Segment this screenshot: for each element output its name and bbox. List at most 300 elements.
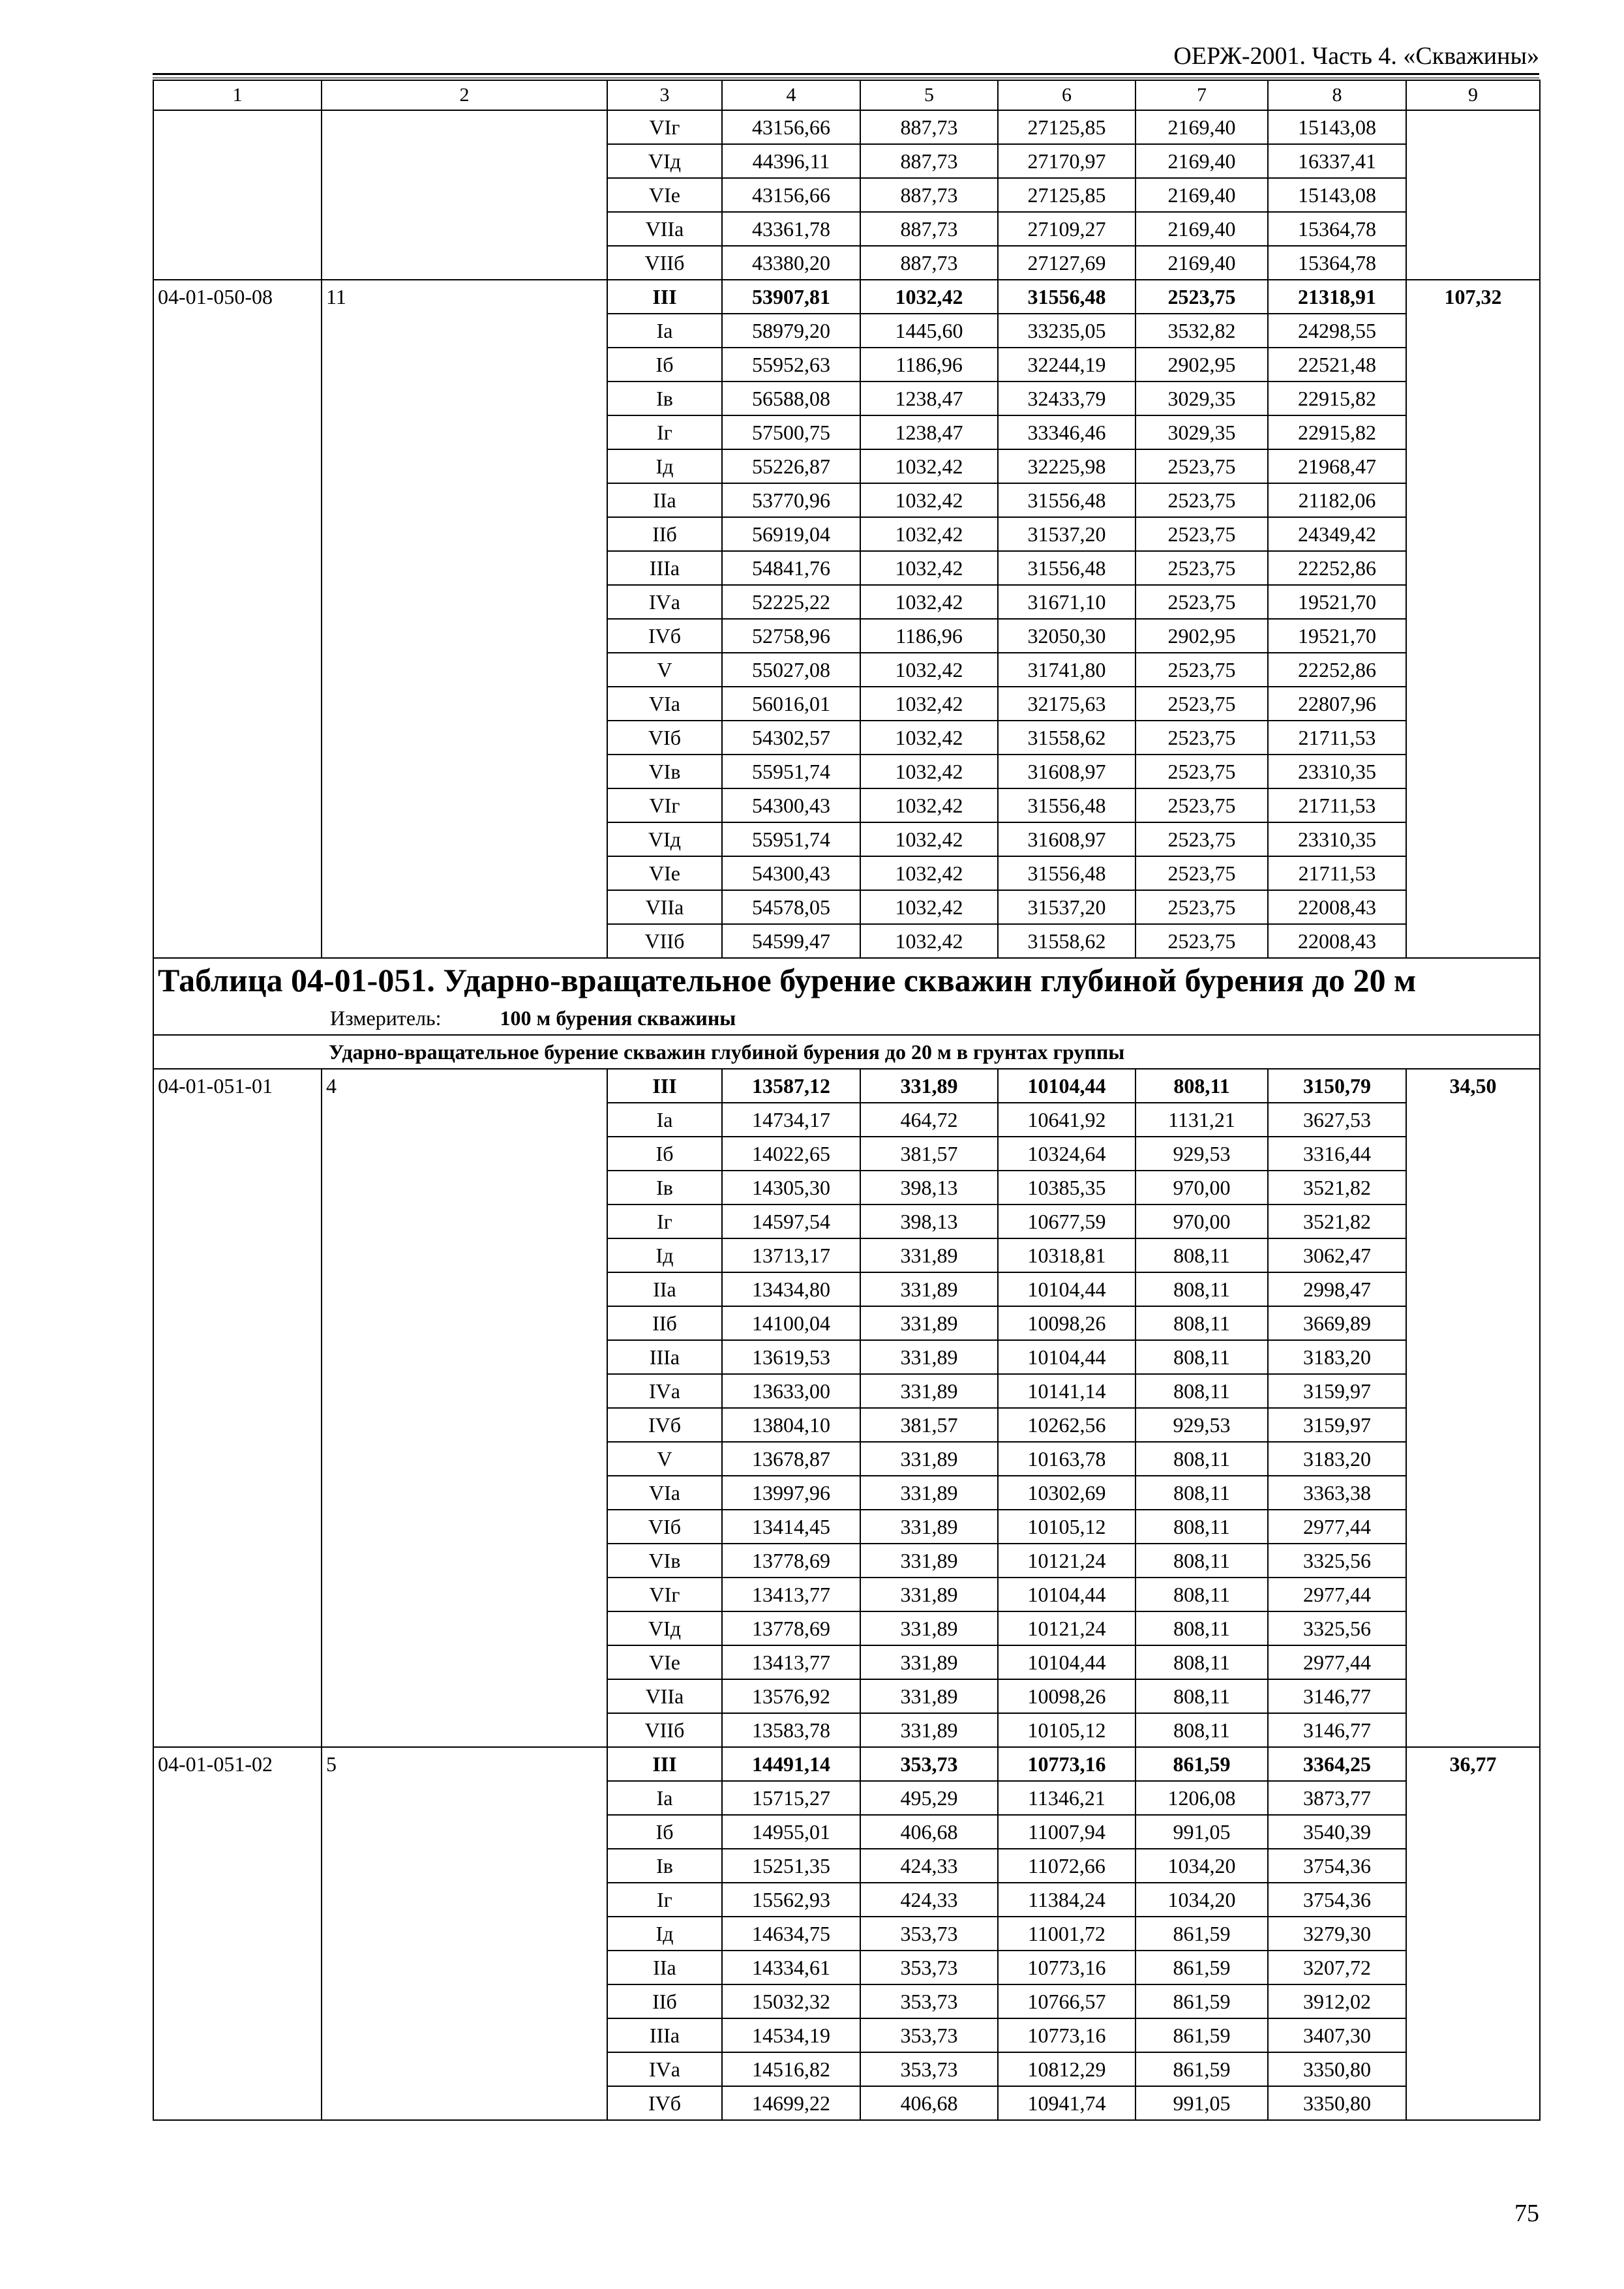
value-cell: 3316,44 — [1268, 1137, 1406, 1171]
soil-group-cell: VIа — [607, 1476, 722, 1510]
value-cell: 808,11 — [1135, 1510, 1268, 1544]
value-cell: 55952,63 — [722, 348, 860, 382]
value-cell: 331,89 — [860, 1510, 998, 1544]
value-cell: 32175,63 — [998, 687, 1135, 721]
value-cell: 56588,08 — [722, 382, 860, 415]
value-cell: 53907,81 — [722, 280, 860, 314]
value-cell: 10773,16 — [998, 2018, 1135, 2052]
value-cell: 22252,86 — [1268, 653, 1406, 687]
value-cell: 2523,75 — [1135, 449, 1268, 483]
value-cell: 13413,77 — [722, 1645, 860, 1679]
value-cell: 31608,97 — [998, 755, 1135, 788]
value-cell: 21318,91 — [1268, 280, 1406, 314]
col9-value-cell: 34,50 — [1406, 1069, 1540, 1747]
value-cell: 21968,47 — [1268, 449, 1406, 483]
value-cell: 10262,56 — [998, 1408, 1135, 1442]
value-cell: 13619,53 — [722, 1340, 860, 1374]
value-cell: 43361,78 — [722, 212, 860, 246]
soil-group-cell: Iв — [607, 1849, 722, 1883]
meter-label: Измеритель: — [330, 1006, 442, 1030]
column-number: 1 — [153, 80, 322, 110]
value-cell: 10941,74 — [998, 2086, 1135, 2120]
value-cell: 32225,98 — [998, 449, 1135, 483]
column-number-row — [153, 80, 1540, 110]
value-cell: 353,73 — [860, 1917, 998, 1951]
value-cell: 27125,85 — [998, 178, 1135, 212]
value-cell: 13713,17 — [722, 1238, 860, 1272]
value-cell: 3062,47 — [1268, 1238, 1406, 1272]
value-cell: 13778,69 — [722, 1611, 860, 1645]
value-cell: 13583,78 — [722, 1713, 860, 1747]
soil-group-cell: VIв — [607, 755, 722, 788]
value-cell: 3279,30 — [1268, 1917, 1406, 1951]
value-cell: 27170,97 — [998, 144, 1135, 178]
value-cell: 495,29 — [860, 1781, 998, 1815]
value-cell: 1032,42 — [860, 585, 998, 619]
value-cell: 2523,75 — [1135, 653, 1268, 687]
table-body — [153, 80, 1540, 2120]
column-number: 9 — [1406, 80, 1540, 110]
value-cell: 10302,69 — [998, 1476, 1135, 1510]
value-cell: 3407,30 — [1268, 2018, 1406, 2052]
value-cell: 2523,75 — [1135, 924, 1268, 958]
value-cell: 31556,48 — [998, 788, 1135, 822]
soil-group-cell: IIIа — [607, 551, 722, 585]
value-cell: 14305,30 — [722, 1171, 860, 1204]
value-cell: 11384,24 — [998, 1883, 1135, 1917]
value-cell: 43156,66 — [722, 178, 860, 212]
value-cell: 53770,96 — [722, 483, 860, 517]
value-cell: 861,59 — [1135, 2018, 1268, 2052]
value-cell: 22008,43 — [1268, 890, 1406, 924]
soil-group-cell: Iб — [607, 348, 722, 382]
value-cell: 27127,69 — [998, 246, 1135, 280]
value-cell: 970,00 — [1135, 1204, 1268, 1238]
value-cell: 11346,21 — [998, 1781, 1135, 1815]
value-cell: 398,13 — [860, 1204, 998, 1238]
value-cell: 2523,75 — [1135, 788, 1268, 822]
value-cell: 55226,87 — [722, 449, 860, 483]
soil-group-cell: V — [607, 653, 722, 687]
soil-group-cell: IIа — [607, 1951, 722, 1984]
value-cell: 808,11 — [1135, 1476, 1268, 1510]
value-cell: 929,53 — [1135, 1408, 1268, 1442]
soil-group-cell: IIIа — [607, 2018, 722, 2052]
soil-group-cell: VIIб — [607, 246, 722, 280]
value-cell: 3207,72 — [1268, 1951, 1406, 1984]
soil-group-cell: IIб — [607, 1984, 722, 2018]
value-cell: 11007,94 — [998, 1815, 1135, 1849]
value-cell: 2523,75 — [1135, 551, 1268, 585]
value-cell: 13804,10 — [722, 1408, 860, 1442]
soil-group-cell: Iд — [607, 449, 722, 483]
value-cell: 381,57 — [860, 1408, 998, 1442]
value-cell: 43156,66 — [722, 110, 860, 144]
value-cell: 2998,47 — [1268, 1272, 1406, 1306]
value-cell: 887,73 — [860, 178, 998, 212]
value-cell: 991,05 — [1135, 2086, 1268, 2120]
value-cell: 3350,80 — [1268, 2086, 1406, 2120]
value-cell: 15715,27 — [722, 1781, 860, 1815]
rate-number-cell: 11 — [322, 280, 607, 958]
value-cell: 54302,57 — [722, 721, 860, 755]
soil-group-cell: IIа — [607, 1272, 722, 1306]
running-header: ОЕРЖ-2001. Часть 4. «Скважины» — [1173, 42, 1539, 70]
soil-group-cell: IVб — [607, 619, 722, 653]
value-cell: 861,59 — [1135, 1984, 1268, 2018]
value-cell: 13434,80 — [722, 1272, 860, 1306]
value-cell: 14634,75 — [722, 1917, 860, 1951]
value-cell: 54300,43 — [722, 856, 860, 890]
soil-group-cell: VIд — [607, 822, 722, 856]
value-cell: 27109,27 — [998, 212, 1135, 246]
meter-cell — [153, 1002, 1540, 1035]
soil-group-cell: VIIа — [607, 1679, 722, 1713]
value-cell: 32244,19 — [998, 348, 1135, 382]
value-cell: 2902,95 — [1135, 348, 1268, 382]
value-cell: 353,73 — [860, 2018, 998, 2052]
value-cell: 3540,39 — [1268, 1815, 1406, 1849]
soil-group-cell: VIг — [607, 110, 722, 144]
soil-group-cell: VIб — [607, 721, 722, 755]
soil-group-cell: IVа — [607, 2052, 722, 2086]
value-cell: 10104,44 — [998, 1272, 1135, 1306]
value-cell: 1032,42 — [860, 449, 998, 483]
value-cell: 31671,10 — [998, 585, 1135, 619]
soil-group-cell: Iв — [607, 1171, 722, 1204]
value-cell: 13997,96 — [722, 1476, 860, 1510]
value-cell: 861,59 — [1135, 1951, 1268, 1984]
value-cell: 21711,53 — [1268, 788, 1406, 822]
value-cell: 31741,80 — [998, 653, 1135, 687]
value-cell: 331,89 — [860, 1578, 998, 1611]
value-cell: 3363,38 — [1268, 1476, 1406, 1510]
value-cell: 10318,81 — [998, 1238, 1135, 1272]
value-cell: 10677,59 — [998, 1204, 1135, 1238]
value-cell: 353,73 — [860, 1747, 998, 1781]
value-cell: 1032,42 — [860, 755, 998, 788]
value-cell: 1032,42 — [860, 822, 998, 856]
value-cell: 3146,77 — [1268, 1713, 1406, 1747]
value-cell: 13576,92 — [722, 1679, 860, 1713]
value-cell: 808,11 — [1135, 1442, 1268, 1476]
value-cell: 1238,47 — [860, 415, 998, 449]
value-cell: 3873,77 — [1268, 1781, 1406, 1815]
value-cell: 15251,35 — [722, 1849, 860, 1883]
value-cell: 808,11 — [1135, 1238, 1268, 1272]
value-cell: 3350,80 — [1268, 2052, 1406, 2086]
column-number: 2 — [322, 80, 607, 110]
value-cell: 1186,96 — [860, 619, 998, 653]
rate-code-cell: 04-01-051-02 — [153, 1747, 322, 2120]
value-cell: 3754,36 — [1268, 1883, 1406, 1917]
value-cell: 1032,42 — [860, 890, 998, 924]
value-cell: 808,11 — [1135, 1713, 1268, 1747]
value-cell: 331,89 — [860, 1442, 998, 1476]
soil-group-cell: VIг — [607, 1578, 722, 1611]
rate-number-cell — [322, 110, 607, 280]
value-cell: 33346,46 — [998, 415, 1135, 449]
value-cell: 10104,44 — [998, 1578, 1135, 1611]
value-cell: 2523,75 — [1135, 687, 1268, 721]
value-cell: 331,89 — [860, 1340, 998, 1374]
value-cell: 21711,53 — [1268, 721, 1406, 755]
value-cell: 3532,82 — [1135, 314, 1268, 348]
soil-group-cell: IVб — [607, 1408, 722, 1442]
column-number: 3 — [607, 80, 722, 110]
value-cell: 861,59 — [1135, 1917, 1268, 1951]
value-cell: 2977,44 — [1268, 1510, 1406, 1544]
value-cell: 14491,14 — [722, 1747, 860, 1781]
value-cell: 13587,12 — [722, 1069, 860, 1103]
table-row — [153, 110, 1540, 144]
value-cell: 10105,12 — [998, 1510, 1135, 1544]
value-cell: 808,11 — [1135, 1544, 1268, 1578]
table-title: Таблица 04-01-051. Ударно-вращательное бурение скважин глубиной бурения до 20 м — [153, 958, 1540, 1002]
value-cell: 52225,22 — [722, 585, 860, 619]
rate-number-cell: 5 — [322, 1747, 607, 2120]
value-cell: 10098,26 — [998, 1306, 1135, 1340]
value-cell: 31537,20 — [998, 890, 1135, 924]
value-cell: 353,73 — [860, 1951, 998, 1984]
value-cell: 1032,42 — [860, 483, 998, 517]
value-cell: 2169,40 — [1135, 212, 1268, 246]
soil-group-cell: IVа — [607, 585, 722, 619]
soil-group-cell: IIIа — [607, 1340, 722, 1374]
value-cell: 331,89 — [860, 1374, 998, 1408]
value-cell: 52758,96 — [722, 619, 860, 653]
value-cell: 808,11 — [1135, 1069, 1268, 1103]
value-cell: 1034,20 — [1135, 1883, 1268, 1917]
value-cell: 10324,64 — [998, 1137, 1135, 1171]
value-cell: 56016,01 — [722, 687, 860, 721]
soil-group-cell: VIе — [607, 1645, 722, 1679]
rate-code-cell: 04-01-050-08 — [153, 280, 322, 958]
value-cell: 331,89 — [860, 1544, 998, 1578]
soil-group-cell: Iд — [607, 1238, 722, 1272]
soil-group-cell: V — [607, 1442, 722, 1476]
value-cell: 3669,89 — [1268, 1306, 1406, 1340]
value-cell: 2169,40 — [1135, 110, 1268, 144]
soil-group-cell: Iб — [607, 1137, 722, 1171]
value-cell: 2902,95 — [1135, 619, 1268, 653]
value-cell: 14955,01 — [722, 1815, 860, 1849]
value-cell: 24298,55 — [1268, 314, 1406, 348]
soil-group-cell: Iв — [607, 382, 722, 415]
value-cell: 3159,97 — [1268, 1374, 1406, 1408]
value-cell: 2977,44 — [1268, 1645, 1406, 1679]
value-cell: 398,13 — [860, 1171, 998, 1204]
value-cell: 32433,79 — [998, 382, 1135, 415]
value-cell: 331,89 — [860, 1306, 998, 1340]
value-cell: 3183,20 — [1268, 1340, 1406, 1374]
value-cell: 19521,70 — [1268, 585, 1406, 619]
value-cell: 13678,87 — [722, 1442, 860, 1476]
soil-group-cell: VIIб — [607, 924, 722, 958]
value-cell: 3146,77 — [1268, 1679, 1406, 1713]
column-number: 4 — [722, 80, 860, 110]
value-cell: 11072,66 — [998, 1849, 1135, 1883]
value-cell: 19521,70 — [1268, 619, 1406, 653]
value-cell: 406,68 — [860, 2086, 998, 2120]
column-number: 7 — [1135, 80, 1268, 110]
value-cell: 54599,47 — [722, 924, 860, 958]
meter-row — [153, 1002, 1540, 1035]
value-cell: 14100,04 — [722, 1306, 860, 1340]
soil-group-cell: III — [607, 280, 722, 314]
value-cell: 2523,75 — [1135, 721, 1268, 755]
value-cell: 970,00 — [1135, 1171, 1268, 1204]
value-cell: 331,89 — [860, 1713, 998, 1747]
value-cell: 10104,44 — [998, 1340, 1135, 1374]
value-cell: 3364,25 — [1268, 1747, 1406, 1781]
value-cell: 21711,53 — [1268, 856, 1406, 890]
value-cell: 406,68 — [860, 1815, 998, 1849]
value-cell: 57500,75 — [722, 415, 860, 449]
value-cell: 10121,24 — [998, 1611, 1135, 1645]
value-cell: 1032,42 — [860, 788, 998, 822]
value-cell: 14597,54 — [722, 1204, 860, 1238]
value-cell: 1206,08 — [1135, 1781, 1268, 1815]
value-cell: 10766,57 — [998, 1984, 1135, 2018]
soil-group-cell: VIIа — [607, 212, 722, 246]
subtitle-row — [153, 1035, 1540, 1069]
value-cell: 31558,62 — [998, 924, 1135, 958]
value-cell: 808,11 — [1135, 1679, 1268, 1713]
value-cell: 22008,43 — [1268, 924, 1406, 958]
value-cell: 10773,16 — [998, 1747, 1135, 1781]
value-cell: 10105,12 — [998, 1713, 1135, 1747]
rates-table — [153, 80, 1541, 2121]
value-cell: 808,11 — [1135, 1340, 1268, 1374]
value-cell: 1032,42 — [860, 551, 998, 585]
value-cell: 331,89 — [860, 1069, 998, 1103]
value-cell: 10121,24 — [998, 1544, 1135, 1578]
value-cell: 10104,44 — [998, 1645, 1135, 1679]
value-cell: 15032,32 — [722, 1984, 860, 2018]
value-cell: 2523,75 — [1135, 822, 1268, 856]
value-cell: 44396,11 — [722, 144, 860, 178]
rate-number-cell: 4 — [322, 1069, 607, 1747]
value-cell: 424,33 — [860, 1883, 998, 1917]
value-cell: 31556,48 — [998, 483, 1135, 517]
header-rule — [153, 73, 1539, 78]
value-cell: 1186,96 — [860, 348, 998, 382]
value-cell: 887,73 — [860, 144, 998, 178]
value-cell: 808,11 — [1135, 1611, 1268, 1645]
value-cell: 10141,14 — [998, 1374, 1135, 1408]
value-cell: 331,89 — [860, 1611, 998, 1645]
value-cell: 2977,44 — [1268, 1578, 1406, 1611]
value-cell: 1032,42 — [860, 856, 998, 890]
table-subtitle: Ударно-вращательное бурение скважин глубиной бурения до 20 м в грунтах группы — [153, 1035, 1540, 1069]
value-cell: 3754,36 — [1268, 1849, 1406, 1883]
value-cell: 14022,65 — [722, 1137, 860, 1171]
value-cell: 3029,35 — [1135, 382, 1268, 415]
col9-value-cell — [1406, 110, 1540, 280]
soil-group-cell: Iг — [607, 415, 722, 449]
value-cell: 15143,08 — [1268, 178, 1406, 212]
value-cell: 2523,75 — [1135, 890, 1268, 924]
value-cell: 464,72 — [860, 1103, 998, 1137]
value-cell: 10163,78 — [998, 1442, 1135, 1476]
value-cell: 808,11 — [1135, 1306, 1268, 1340]
value-cell: 10641,92 — [998, 1103, 1135, 1137]
value-cell: 54300,43 — [722, 788, 860, 822]
soil-group-cell: VIб — [607, 1510, 722, 1544]
value-cell: 15143,08 — [1268, 110, 1406, 144]
soil-group-cell: Iг — [607, 1204, 722, 1238]
col9-value-cell: 36,77 — [1406, 1747, 1540, 2120]
soil-group-cell: VIе — [607, 856, 722, 890]
value-cell: 14734,17 — [722, 1103, 860, 1137]
soil-group-cell: IIа — [607, 483, 722, 517]
value-cell: 14516,82 — [722, 2052, 860, 2086]
soil-group-cell: IVб — [607, 2086, 722, 2120]
value-cell: 381,57 — [860, 1137, 998, 1171]
soil-group-cell: III — [607, 1069, 722, 1103]
meter-value: 100 м бурения скважины — [500, 1006, 736, 1030]
value-cell: 22915,82 — [1268, 415, 1406, 449]
value-cell: 887,73 — [860, 246, 998, 280]
table-row — [153, 1069, 1540, 1103]
value-cell: 10773,16 — [998, 1951, 1135, 1984]
value-cell: 331,89 — [860, 1679, 998, 1713]
value-cell: 21182,06 — [1268, 483, 1406, 517]
value-cell: 23310,35 — [1268, 822, 1406, 856]
value-cell: 991,05 — [1135, 1815, 1268, 1849]
value-cell: 887,73 — [860, 110, 998, 144]
value-cell: 55951,74 — [722, 822, 860, 856]
value-cell: 3912,02 — [1268, 1984, 1406, 2018]
table-title-row — [153, 958, 1540, 1002]
value-cell: 3627,53 — [1268, 1103, 1406, 1137]
value-cell: 10812,29 — [998, 2052, 1135, 2086]
value-cell: 353,73 — [860, 1984, 998, 2018]
rate-code-cell: 04-01-051-01 — [153, 1069, 322, 1747]
column-number: 6 — [998, 80, 1135, 110]
value-cell: 3521,82 — [1268, 1204, 1406, 1238]
value-cell: 13413,77 — [722, 1578, 860, 1611]
value-cell: 22807,96 — [1268, 687, 1406, 721]
value-cell: 2523,75 — [1135, 483, 1268, 517]
value-cell: 31537,20 — [998, 517, 1135, 551]
value-cell: 2523,75 — [1135, 517, 1268, 551]
value-cell: 13633,00 — [722, 1374, 860, 1408]
value-cell: 55027,08 — [722, 653, 860, 687]
value-cell: 10104,44 — [998, 1069, 1135, 1103]
value-cell: 2169,40 — [1135, 178, 1268, 212]
value-cell: 10098,26 — [998, 1679, 1135, 1713]
soil-group-cell: VIг — [607, 788, 722, 822]
value-cell: 15562,93 — [722, 1883, 860, 1917]
value-cell: 43380,20 — [722, 246, 860, 280]
value-cell: 24349,42 — [1268, 517, 1406, 551]
value-cell: 1445,60 — [860, 314, 998, 348]
value-cell: 31556,48 — [998, 856, 1135, 890]
soil-group-cell: Iа — [607, 1103, 722, 1137]
value-cell: 3159,97 — [1268, 1408, 1406, 1442]
soil-group-cell: IVа — [607, 1374, 722, 1408]
soil-group-cell: Iа — [607, 314, 722, 348]
value-cell: 22521,48 — [1268, 348, 1406, 382]
value-cell: 2523,75 — [1135, 755, 1268, 788]
value-cell: 1238,47 — [860, 382, 998, 415]
value-cell: 3521,82 — [1268, 1171, 1406, 1204]
value-cell: 3325,56 — [1268, 1611, 1406, 1645]
soil-group-cell: IIб — [607, 1306, 722, 1340]
soil-group-cell: Iд — [607, 1917, 722, 1951]
